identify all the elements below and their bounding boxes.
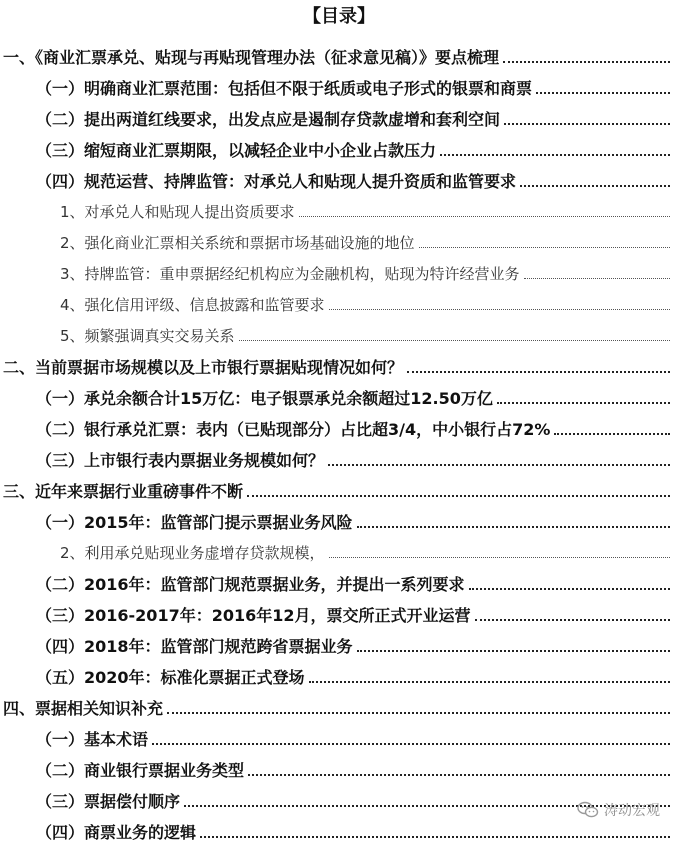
toc-entry[interactable] [0,289,678,320]
toc-entry-text: 二、当前票据市场规模以及上市银行票据贴现情况如何？ [3,358,404,377]
toc-entry[interactable] [0,165,678,196]
dot-leader [239,340,670,341]
toc-entry[interactable] [0,506,678,537]
dot-leader [419,247,670,248]
dot-leader [309,681,670,683]
toc-entry[interactable] [0,630,678,661]
toc-entry[interactable] [0,568,678,599]
toc-entry-text: 2、强化商业汇票相关系统和票据市场基础设施的地位 [60,234,415,252]
toc-entry-text: （三）上市银行表内票据业务规模如何？ [36,451,325,470]
toc-entry[interactable] [0,382,678,413]
dot-leader [152,743,670,745]
toc-entry-text: （四）规范运营、持牌监管：对承兑人和贴现人提升资质和监管要求 [36,172,517,191]
toc-entry-text: 一、《商业汇票承兑、贴现与再贴现管理办法（征求意见稿）》要点梳理 [3,48,500,67]
dot-leader [554,433,670,435]
toc-entry[interactable] [0,320,678,351]
toc-entry[interactable] [0,103,678,134]
dot-leader [503,61,670,63]
dot-leader [200,836,670,838]
toc-entry-text: （一）承兑余额合计15万亿：电子银票承兑余额超过12.50万亿 [36,389,493,408]
dot-leader [329,557,670,558]
toc-entry[interactable] [0,134,678,165]
toc-entry-text: 4、强化信用评级、信息披露和监管要求 [60,296,325,314]
watermark [577,800,660,820]
toc-entry-text: 2、利用承兑贴现业务虚增存贷款规模， [60,544,325,562]
toc-entry[interactable] [0,351,678,382]
toc-entry-text: （四）2018年：监管部门规范跨省票据业务 [36,637,353,656]
toc-entry[interactable] [0,661,678,692]
dot-leader [328,464,670,466]
toc-entry[interactable] [0,444,678,475]
toc-entry[interactable] [0,41,678,72]
dot-leader [357,526,670,528]
toc-entry-text: （一）2015年：监管部门提示票据业务风险 [36,513,353,532]
toc-entry-text: 1、对承兑人和贴现人提出资质要求 [60,203,295,221]
toc-entry-text: （二）银行承兑汇票：表内（已贴现部分）占比超3/4，中小银行占72% [36,420,551,439]
toc-entry[interactable] [0,227,678,258]
toc-entry-text: （二）提出两道红线要求，出发点应是遏制存贷款虚增和套利空间 [36,110,501,129]
dot-leader [497,402,670,404]
dot-leader [524,278,670,279]
toc-entry[interactable] [0,475,678,506]
toc-entry-text: 四、票据相关知识补充 [3,699,164,718]
toc-entry-text: 5、频繁强调真实交易关系 [60,327,235,345]
dot-leader [329,309,670,310]
dot-leader [504,123,670,125]
table-of-contents [0,41,678,847]
dot-leader [536,92,670,94]
toc-entry-text: （二）商业银行票据业务类型 [36,761,245,780]
toc-entry[interactable] [0,258,678,289]
dot-leader [248,774,670,776]
toc-entry[interactable] [0,196,678,227]
dot-leader [469,588,670,590]
toc-entry[interactable] [0,537,678,568]
toc-title: 【目录】 [303,6,375,27]
watermark-text: 涛动宏观 [604,803,660,819]
dot-leader [520,185,670,187]
toc-entry-text: （五）2020年：标准化票据正式登场 [36,668,305,687]
toc-entry[interactable] [0,413,678,444]
dot-leader [475,619,670,621]
dot-leader [407,371,670,373]
toc-entry-text: 3、持牌监管：重申票据经纪机构应为金融机构，贴现为特许经营业务 [60,265,520,283]
toc-entry[interactable] [0,754,678,785]
toc-entry[interactable] [0,723,678,754]
toc-entry-text: （四）商票业务的逻辑 [36,823,197,842]
dot-leader [247,495,670,497]
toc-entry-text: （三）票据偿付顺序 [36,792,181,811]
dot-leader [299,216,670,217]
toc-entry-text: 三、近年来票据行业重磅事件不断 [3,482,244,501]
toc-entry-text: （二）2016年：监管部门规范票据业务，并提出一系列要求 [36,575,465,594]
dot-leader [440,154,670,156]
toc-entry-text: （一）明确商业汇票范围：包括但不限于纸质或电子形式的银票和商票 [36,79,533,98]
dot-leader [357,650,670,652]
toc-entry[interactable] [0,72,678,103]
toc-entry-text: （一）基本术语 [36,730,149,749]
toc-entry-text: （三）2016-2017年：2016年12月，票交所正式开业运营 [36,606,471,625]
toc-entry-text: （三）缩短商业汇票期限，以减轻企业中小企业占款压力 [36,141,437,160]
wechat-icon [577,801,599,819]
dot-leader [167,712,670,714]
toc-entry[interactable] [0,692,678,723]
toc-entry[interactable] [0,599,678,630]
